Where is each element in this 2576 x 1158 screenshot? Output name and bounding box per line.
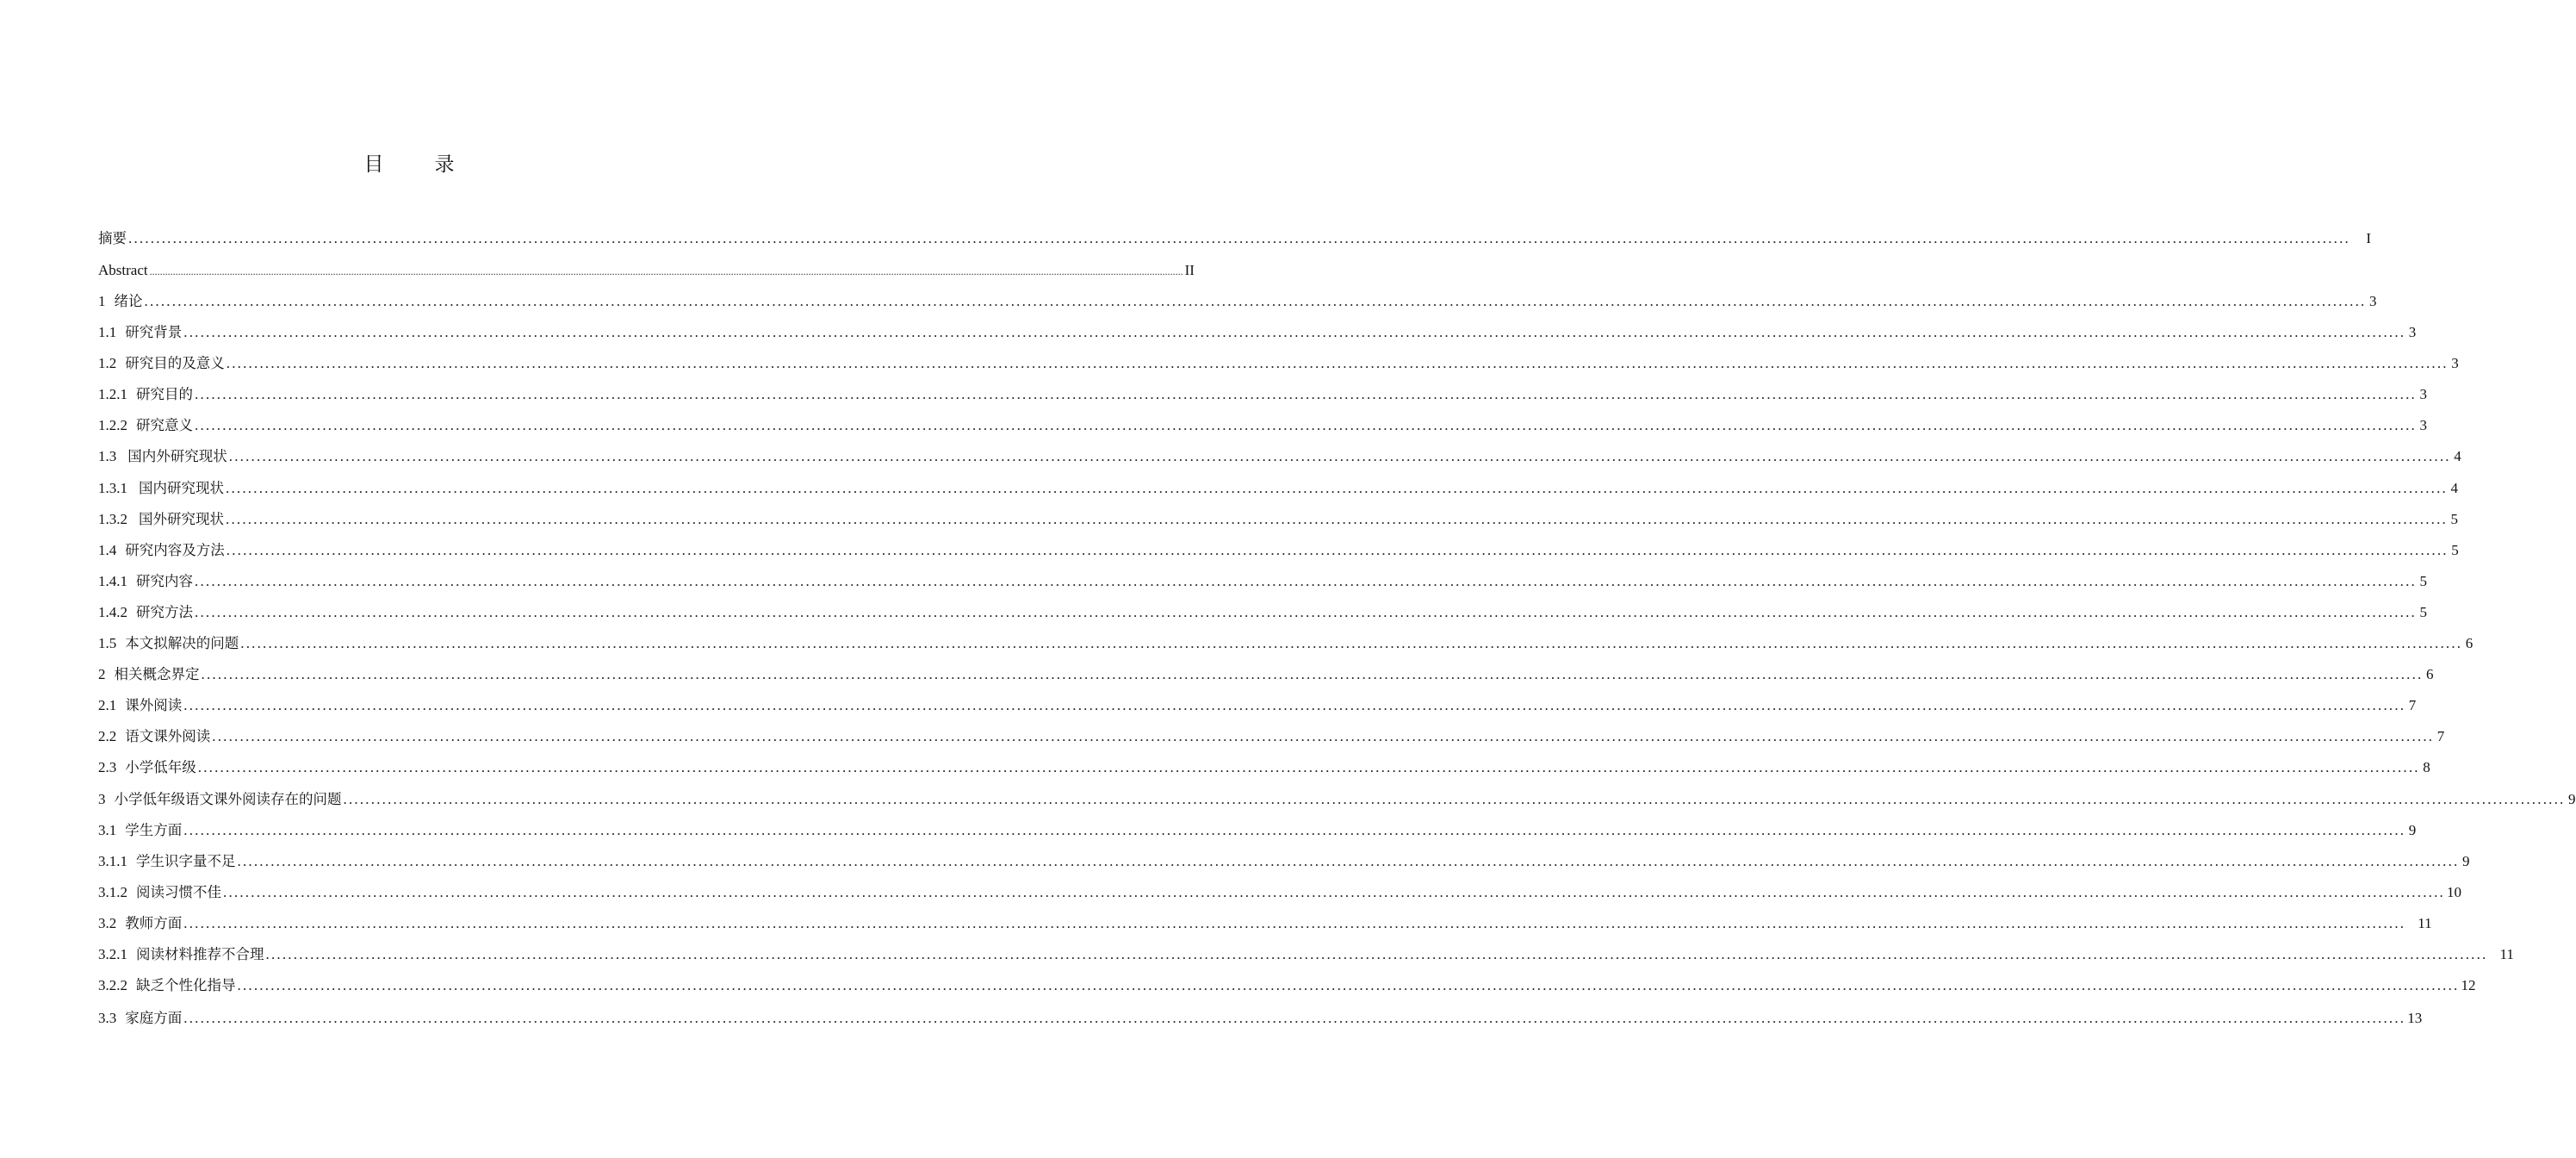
toc-entry[interactable] — [98, 379, 2427, 410]
toc-entry[interactable] — [98, 784, 2576, 815]
toc-leader: ................................................................................................................................................................................................................................................................................................................................................................................................................ — [226, 479, 2448, 496]
toc-number: 1.2 — [98, 355, 117, 372]
toc-label: 课外阅读 — [125, 697, 183, 714]
toc-page: II — [1184, 262, 1195, 278]
toc-leader: ................................................................................................................................................................................................................................................................................................................................................................................................................ — [149, 265, 1183, 277]
toc-number: 3.2.2 — [98, 977, 127, 994]
toc-label: 研究目的 — [136, 386, 193, 403]
toc-page: 3 — [2419, 417, 2427, 434]
toc-number: 2.1 — [98, 697, 117, 714]
toc-page: 7 — [2436, 728, 2445, 745]
toc-label: Abstract — [98, 262, 148, 278]
toc-leader: ................................................................................................................................................................................................................................................................................................................................................................................................................ — [237, 852, 2460, 869]
toc-number: 1.3 — [98, 448, 117, 465]
toc-number: 3.2.1 — [98, 945, 127, 962]
toc-page: 3 — [2408, 324, 2417, 341]
toc-entry[interactable] — [98, 1001, 2423, 1035]
toc-leader: ................................................................................................................................................................................................................................................................................................................................................................................................................ — [183, 1010, 2406, 1027]
toc-leader: ................................................................................................................................................................................................................................................................................................................................................................................................................ — [240, 635, 2463, 652]
toc-entry[interactable] — [98, 690, 2417, 721]
toc-entry[interactable] — [98, 504, 2458, 535]
toc-page: 11 — [2499, 945, 2514, 962]
toc-page: 8 — [2423, 759, 2430, 776]
toc-entry[interactable] — [98, 535, 2459, 566]
toc-number: 2.2 — [98, 728, 117, 745]
toc-page: 7 — [2408, 697, 2417, 714]
toc-leader: ................................................................................................................................................................................................................................................................................................................................................................................................................ — [195, 417, 2417, 434]
toc-label: 研究方法 — [136, 603, 193, 620]
page-title: 目 录 — [363, 153, 470, 176]
toc-leader: ................................................................................................................................................................................................................................................................................................................................................................................................................ — [201, 666, 2424, 683]
toc-entry[interactable] — [98, 815, 2417, 846]
toc-leader: ................................................................................................................................................................................................................................................................................................................................................................................................................ — [223, 883, 2445, 900]
toc-label: 阅读材料推荐不合理 — [136, 945, 264, 962]
toc-leader: ................................................................................................................................................................................................................................................................................................................................................................................................................ — [195, 603, 2417, 620]
toc-label: 学生方面 — [125, 821, 183, 838]
toc-entry[interactable] — [98, 659, 2434, 690]
toc-page: 6 — [2465, 635, 2474, 652]
toc-number: 1 — [98, 293, 106, 309]
toc-leader: ................................................................................................................................................................................................................................................................................................................................................................................................................ — [195, 572, 2417, 589]
toc-entry[interactable] — [98, 939, 2514, 970]
toc-label: 研究目的及意义 — [125, 355, 225, 372]
toc-leader: ................................................................................................................................................................................................................................................................................................................................................................................................................ — [183, 324, 2406, 341]
toc-leader: ................................................................................................................................................................................................................................................................................................................................................................................................................ — [197, 759, 2420, 776]
toc-label: 绪论 — [114, 293, 143, 309]
toc-entry[interactable] — [98, 222, 2371, 255]
toc-page: 5 — [2419, 572, 2427, 589]
toc-entry[interactable] — [98, 566, 2427, 597]
toc-leader: ................................................................................................................................................................................................................................................................................................................................................................................................................ — [265, 945, 2488, 962]
toc-number: 1.3.1 — [98, 479, 127, 496]
toc-label: 本文拟解决的问题 — [125, 635, 239, 652]
toc-entry[interactable] — [98, 473, 2458, 504]
toc-entry[interactable] — [98, 846, 2470, 877]
toc-label: 语文课外阅读 — [125, 728, 211, 745]
toc-page: 5 — [2450, 510, 2458, 527]
toc-page: 9 — [2408, 821, 2417, 838]
toc-label: 小学低年级 — [125, 759, 196, 776]
toc-entry[interactable] — [98, 348, 2459, 379]
toc-label: 国内研究现状 — [139, 479, 224, 496]
toc-label: 教师方面 — [125, 914, 183, 931]
toc-leader: ................................................................................................................................................................................................................................................................................................................................................................................................................ — [212, 728, 2435, 745]
toc-leader: ................................................................................................................................................................................................................................................................................................................................................................................................................ — [237, 977, 2460, 994]
toc-page: 13 — [2407, 1010, 2423, 1027]
toc-label: 家庭方面 — [125, 1010, 183, 1027]
toc-number: 3.1.1 — [98, 852, 127, 869]
toc-number: 1.2.2 — [98, 417, 127, 434]
toc-number: 3 — [98, 790, 106, 807]
toc-label: 国外研究现状 — [139, 510, 224, 527]
toc-entry[interactable] — [98, 752, 2430, 783]
toc-leader: ................................................................................................................................................................................................................................................................................................................................................................................................................ — [183, 914, 2406, 931]
toc-page: 9 — [2568, 790, 2576, 807]
toc-label: 研究内容 — [136, 572, 193, 589]
toc-number: 2.3 — [98, 759, 117, 776]
toc-leader: ................................................................................................................................................................................................................................................................................................................................................................................................................ — [128, 230, 2350, 246]
toc-entry[interactable] — [98, 441, 2461, 472]
toc-number: 1.2.1 — [98, 386, 127, 403]
toc-entry[interactable] — [98, 721, 2445, 752]
toc-entry[interactable] — [98, 255, 1195, 286]
toc-number: 1.5 — [98, 635, 117, 652]
toc-number: 3.2 — [98, 914, 117, 931]
toc-label: 研究内容及方法 — [125, 541, 225, 558]
toc-leader: ................................................................................................................................................................................................................................................................................................................................................................................................................ — [183, 697, 2406, 714]
table-of-contents — [98, 222, 2576, 1035]
toc-leader: ................................................................................................................................................................................................................................................................................................................................................................................................................ — [226, 541, 2449, 558]
toc-number: 1.4 — [98, 541, 117, 558]
toc-entry[interactable] — [98, 317, 2417, 348]
toc-label: 小学低年级语文课外阅读存在的问题 — [114, 790, 342, 807]
toc-number: 3.1 — [98, 821, 117, 838]
toc-page: 3 — [2419, 386, 2427, 403]
toc-entry[interactable] — [98, 286, 2377, 317]
toc-leader: ................................................................................................................................................................................................................................................................................................................................................................................................................ — [226, 355, 2449, 372]
toc-page: 5 — [2451, 541, 2459, 558]
toc-number: 2 — [98, 666, 106, 683]
toc-page: 3 — [2451, 355, 2459, 372]
toc-label: 学生识字量不足 — [136, 852, 236, 869]
toc-label: 相关概念界定 — [114, 666, 200, 683]
toc-label: 阅读习惯不佳 — [136, 883, 221, 900]
toc-number: 1.3.2 — [98, 510, 127, 527]
toc-number: 1.4.2 — [98, 603, 127, 620]
toc-page: I — [2366, 230, 2371, 246]
toc-leader: ................................................................................................................................................................................................................................................................................................................................................................................................................ — [228, 448, 2451, 465]
toc-number: 3.1.2 — [98, 883, 127, 900]
toc-label: 国内外研究现状 — [127, 448, 227, 465]
toc-page: 12 — [2461, 977, 2476, 994]
toc-label: 研究意义 — [136, 417, 193, 434]
toc-page: 5 — [2419, 603, 2427, 620]
toc-number: 1.4.1 — [98, 572, 127, 589]
toc-entry[interactable] — [98, 877, 2461, 908]
toc-page: 9 — [2462, 852, 2470, 869]
toc-page: 10 — [2447, 883, 2461, 900]
toc-label: 摘要 — [98, 230, 127, 246]
toc-page: 4 — [2450, 479, 2458, 496]
toc-entry[interactable] — [98, 597, 2427, 628]
toc-leader: ................................................................................................................................................................................................................................................................................................................................................................................................................ — [226, 510, 2448, 527]
toc-entry[interactable] — [98, 908, 2432, 939]
toc-label: 研究背景 — [125, 324, 183, 341]
toc-number: 1.1 — [98, 324, 117, 341]
toc-leader: ................................................................................................................................................................................................................................................................................................................................................................................................................ — [144, 293, 2367, 309]
toc-page: 3 — [2369, 293, 2377, 309]
toc-leader: ................................................................................................................................................................................................................................................................................................................................................................................................................ — [195, 386, 2417, 403]
toc-label: 缺乏个性化指导 — [136, 977, 236, 994]
toc-leader: ................................................................................................................................................................................................................................................................................................................................................................................................................ — [183, 821, 2406, 838]
toc-number: 3.3 — [98, 1010, 117, 1027]
toc-entry[interactable] — [98, 410, 2427, 441]
toc-entry[interactable] — [98, 970, 2476, 1001]
toc-entry[interactable] — [98, 628, 2474, 659]
toc-page: 11 — [2418, 914, 2432, 931]
toc-page: 6 — [2426, 666, 2434, 683]
toc-leader: ................................................................................................................................................................................................................................................................................................................................................................................................................ — [343, 790, 2566, 807]
toc-page: 4 — [2454, 448, 2461, 465]
